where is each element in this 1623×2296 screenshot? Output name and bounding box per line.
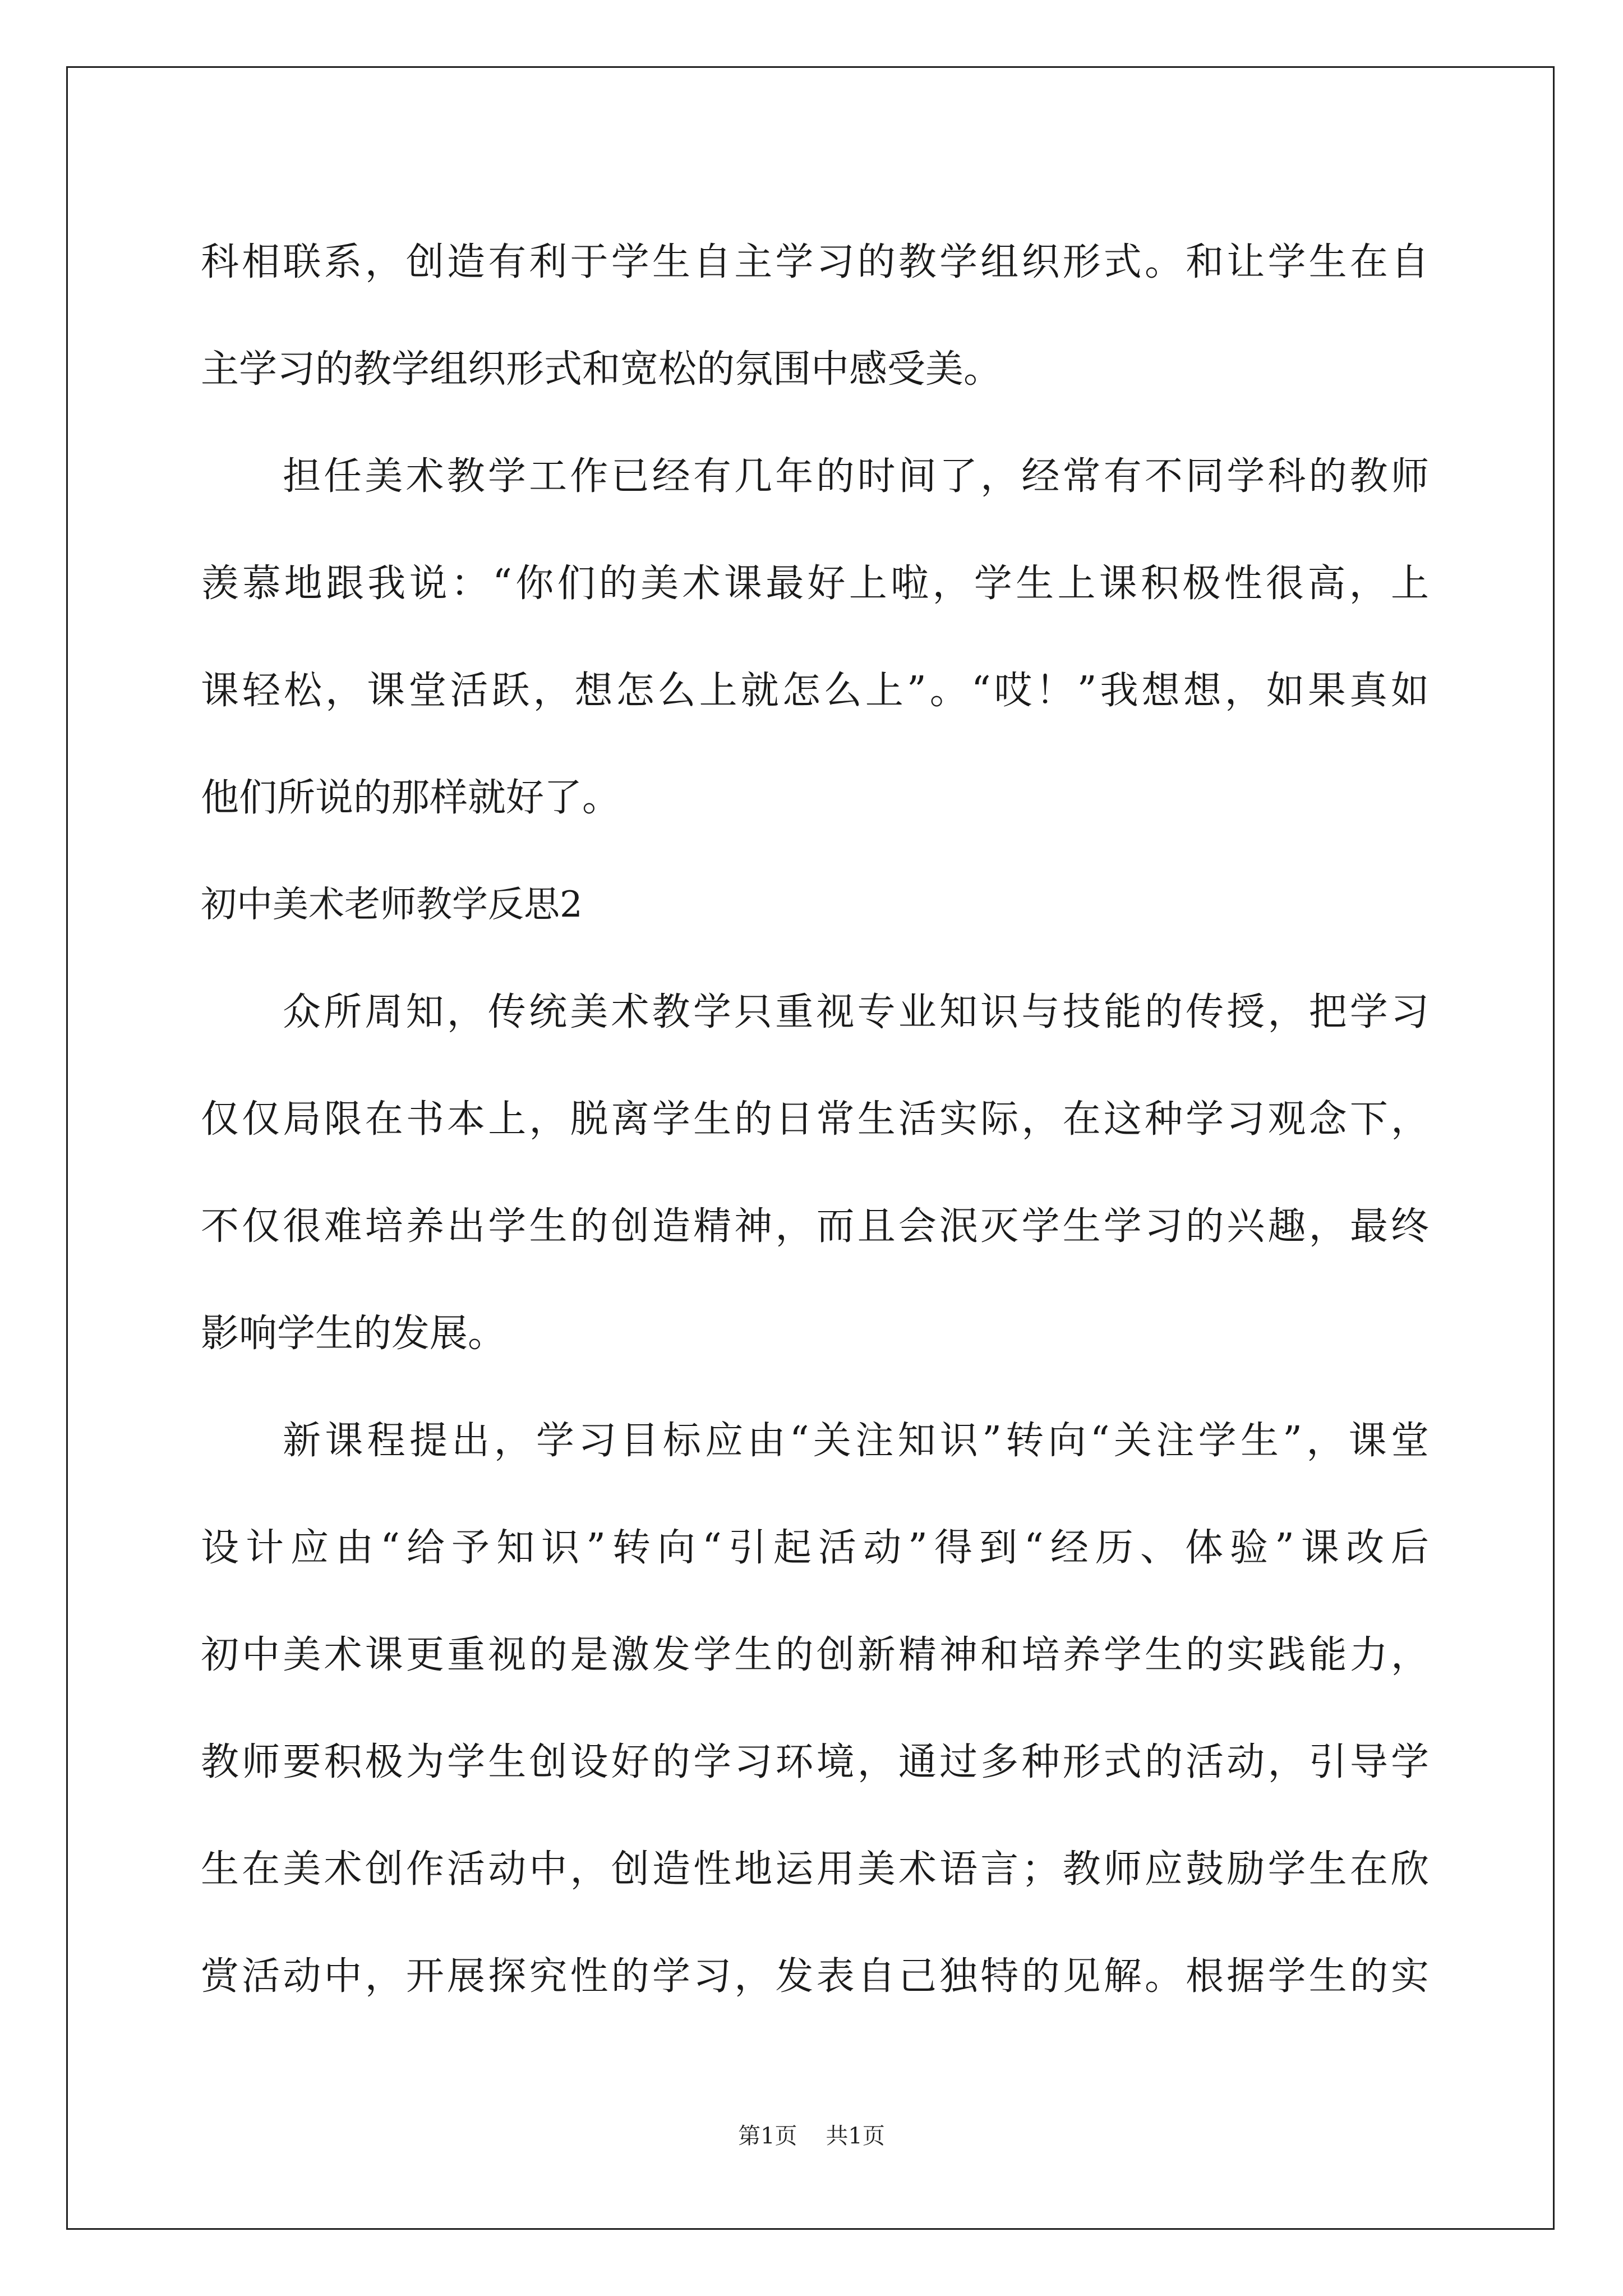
text-line: 科相联系，创造有利于学生自主学习的教学组织形式。和让学生在自: [201, 240, 1429, 284]
text-line: 羡慕地跟我说：“你们的美术课最好上啦，学生上课积极性很高，上: [201, 562, 1429, 606]
page-footer: [0, 2119, 1623, 2153]
text-line: 教师要积极为学生创设好的学习环境，通过多种形式的活动，引导学: [201, 1740, 1429, 1784]
document-body: [201, 209, 1429, 2030]
text-line: 不仅很难培养出学生的创造精神，而且会泯灭学生学习的兴趣，最终: [201, 1204, 1429, 1249]
text-line: 设计应由“给予知识”转向“引起活动”得到“经历、体验”课改后: [201, 1526, 1429, 1570]
section-heading: 初中美术老师教学反思2: [201, 884, 583, 926]
text-line: 新课程提出，学习目标应由“关注知识”转向“关注学生”，课堂: [283, 1419, 1429, 1463]
page-number: 第1页: [738, 2123, 797, 2149]
page-total: 共1页: [826, 2123, 885, 2149]
text-line: 影响学生的发展。: [201, 1312, 506, 1356]
text-line: 他们所说的那样就好了。: [201, 776, 621, 820]
text-line: 仅仅局限在书本上，脱离学生的日常生活实际，在这种学习观念下，: [201, 1097, 1429, 1142]
text-line: 众所周知，传统美术教学只重视专业知识与技能的传授，把学习: [283, 990, 1429, 1034]
text-line: 主学习的教学组织形式和宽松的氛围中感受美。: [201, 347, 1002, 392]
text-line: 赏活动中，开展探究性的学习，发表自己独特的见解。根据学生的实: [201, 1954, 1429, 1999]
text-line: 初中美术课更重视的是激发学生的创新精神和培养学生的实践能力，: [201, 1633, 1429, 1677]
text-line: 课轻松，课堂活跃，想怎么上就怎么上”。“哎！”我想想，如果真如: [201, 669, 1429, 713]
text-line: 担任美术教学工作已经有几年的时间了，经常有不同学科的教师: [283, 454, 1429, 499]
text-line: 生在美术创作活动中，创造性地运用美术语言；教师应鼓励学生在欣: [201, 1847, 1429, 1892]
